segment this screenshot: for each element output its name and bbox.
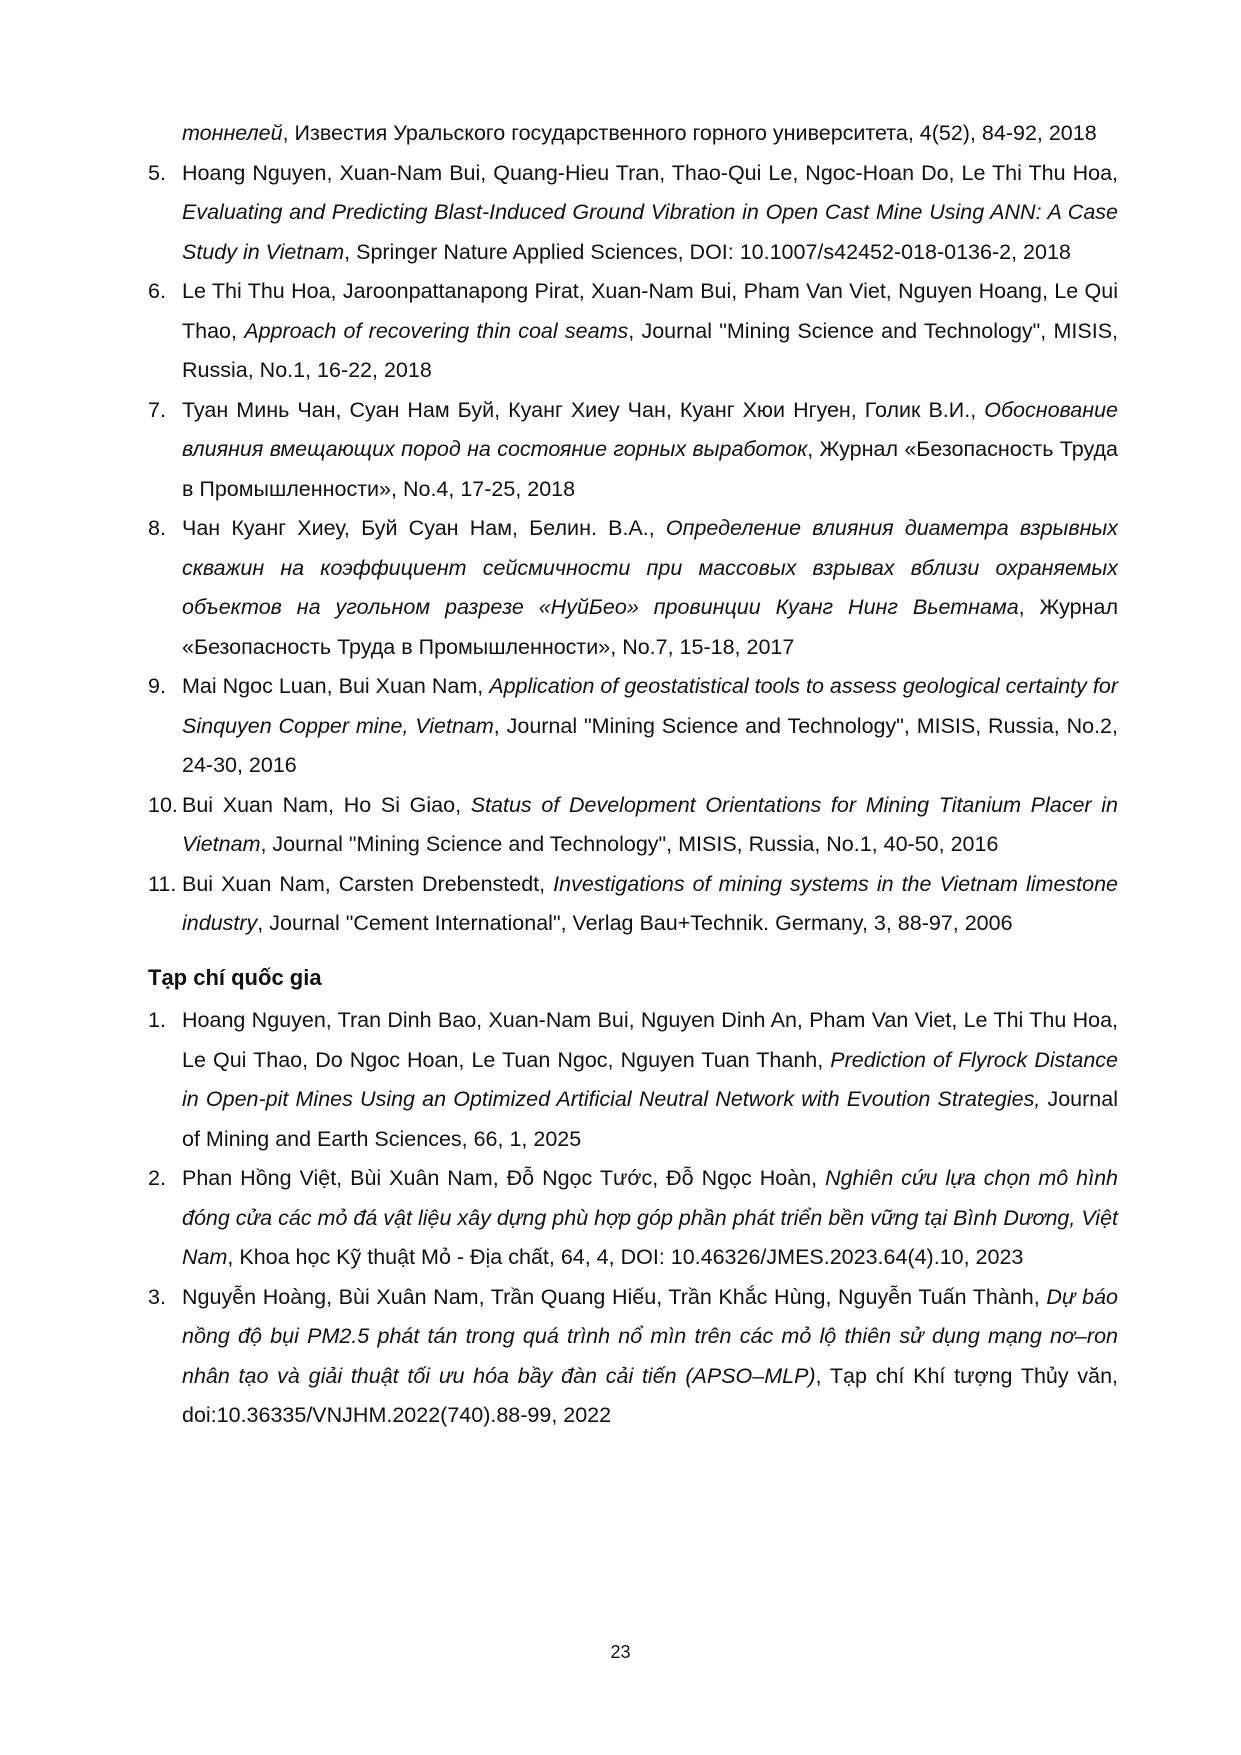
continued-entry bbox=[148, 114, 1118, 154]
entry-venue: , Известия Уральского государственного горного университета, 4(52), 84-92, 2018 bbox=[282, 121, 1097, 145]
international-entry-11 bbox=[148, 865, 1118, 944]
entry-number: 2. bbox=[148, 1166, 166, 1190]
national-entry-2 bbox=[148, 1159, 1118, 1278]
entry-authors: Bui Xuan Nam, Carsten Drebenstedt, bbox=[182, 871, 554, 896]
entry-title: Evaluating and Predicting Blast-Induced Ground Vibration in Open Cast Mine Using ANN: A Case Study in Vietnam bbox=[182, 200, 1118, 264]
international-entry-6 bbox=[148, 272, 1118, 391]
entry-authors: Mai Ngoc Luan, Bui Xuan Nam, bbox=[182, 674, 490, 698]
national-entry-1 bbox=[148, 1001, 1118, 1159]
international-entry-8 bbox=[148, 509, 1118, 667]
entry-title: Status of Development Orientations for Mining Titanium Placer in Vietnam bbox=[182, 792, 1119, 856]
entry-venue: , Journal "Mining Science and Technology", MISIS, Russia, No.1, 16-22, 2018 bbox=[182, 318, 1119, 382]
entry-authors: Le Thi Thu Hoa, Jaroonpattanapong Pirat, Xuan-Nam Bui, Pham Van Viet, Nguyen Hoang, Le Qui Thao, bbox=[182, 279, 1118, 343]
entry-title: Investigations of mining systems in the Vietnam limestone industry bbox=[182, 871, 1119, 935]
international-entry-9 bbox=[148, 667, 1118, 786]
entry-authors: Туан Минь Чан, Суан Нам Буй, Куанг Хиеу Чан, Куанг Хюи Нгуен, Голик В.И., bbox=[182, 397, 985, 422]
entry-venue: , Journal "Cement International", Verlag Bau+Technik. Germany, 3, 88-97, 2006 bbox=[257, 911, 1013, 935]
entry-title: Определение влияния диаметра взрывных скважин на коэффициент сейсмичности при массовых взрывах вблизи охраняемых объектов на угольном разрезе «НуйБео» провинции Куанг Нинг Вьетнама bbox=[182, 516, 1118, 619]
entry-title: Application of geostatistical tools to assess geological certainty for Sinquyen Copper mine, Vietnam bbox=[182, 674, 1118, 738]
entry-venue: Journal of Mining and Earth Sciences, 66, 1, 2025 bbox=[182, 1087, 1118, 1151]
publication-list bbox=[148, 114, 1118, 1436]
entry-venue: , Journal "Mining Science and Technology", MISIS, Russia, No.2, 24-30, 2016 bbox=[182, 713, 1118, 777]
entry-number: 9. bbox=[148, 674, 166, 698]
entry-authors: Phan Hồng Việt, Bùi Xuân Nam, Đỗ Ngọc Tước, Đỗ Ngọc Hoàn, bbox=[182, 1166, 826, 1190]
entry-venue: , Журнал «Безопасность Труда в Промышленности», No.4, 17-25, 2018 bbox=[182, 437, 1118, 501]
page-number: 23 bbox=[610, 1642, 631, 1662]
international-entry-10 bbox=[148, 786, 1118, 865]
entry-authors: Nguyễn Hoàng, Bùi Xuân Nam, Trần Quang Hiếu, Trần Khắc Hùng, Nguyễn Tuấn Thành, bbox=[182, 1284, 1047, 1309]
entry-venue: , Tạp chí Khí tượng Thủy văn, doi:10.36335/VNJHM.2022(740).88-99, 2022 bbox=[182, 1363, 1119, 1427]
entry-title: Обоснование влияния вмещающих пород на состояние горных выработок bbox=[182, 397, 1118, 461]
entry-number: 1. bbox=[148, 1008, 166, 1032]
section-heading-national-journals: Tạp chí quốc gia bbox=[148, 964, 322, 990]
entry-title: Prediction of Flyrock Distance in Open-pit Mines Using an Optimized Artificial Neutral Network with Evoution Strategies, bbox=[182, 1047, 1118, 1111]
entry-authors: Чан Куанг Хиеу, Буй Суан Нам, Белин. В.А., bbox=[182, 516, 666, 540]
entry-venue: , Springer Nature Applied Sciences, DOI: 10.1007/s42452-018-0136-2, 2018 bbox=[344, 239, 1071, 264]
entry-title: Dự báo nồng độ bụi PM2.5 phát tán trong quá trình nổ mìn trên các mỏ lộ thiên sử dụng mạng nơ–ron nhân tạo và giải thuật tối ưu hóa bầy đàn cải tiến (APSO–MLP) bbox=[182, 1284, 1119, 1388]
entry-number: 11. bbox=[148, 871, 177, 896]
national-entry-3 bbox=[148, 1278, 1118, 1436]
entry-authors: Hoang Nguyen, Xuan-Nam Bui, Quang-Hieu Tran, Thao-Qui Le, Ngoc-Hoan Do, Le Thi Thu Hoa, bbox=[182, 160, 1118, 185]
entry-title: Approach of recovering thin coal seams bbox=[244, 318, 629, 343]
entry-venue: , Журнал «Безопасность Труда в Промышленности», No.7, 15-18, 2017 bbox=[182, 595, 1118, 659]
entry-number: 10. bbox=[148, 792, 178, 817]
entry-number: 7. bbox=[148, 397, 166, 422]
entry-number: 8. bbox=[148, 516, 166, 540]
international-entry-7 bbox=[148, 391, 1118, 510]
entry-venue: , Khoa học Kỹ thuật Mỏ - Địa chất, 64, 4, DOI: 10.46326/JMES.2023.64(4).10, 2023 bbox=[227, 1245, 1024, 1269]
entry-title: Nghiên cứu lựa chọn mô hình đóng cửa các mỏ đá vật liệu xây dựng phù hợp góp phần phát triển bền vững tại Bình Dương, Việt Nam bbox=[182, 1166, 1119, 1269]
entry-authors: Hoang Nguyen, Tran Dinh Bao, Xuan-Nam Bui, Nguyen Dinh An, Pham Van Viet, Le Thi Thu Hoa, Le Qui Thao, Do Ngoc Hoan, Le Tuan Ngoc, Nguyen Tuan Thanh, bbox=[182, 1008, 1118, 1072]
entry-number: 5. bbox=[148, 160, 166, 185]
entry-title: тоннелей bbox=[182, 121, 283, 145]
international-entry-5 bbox=[148, 154, 1118, 273]
entry-number: 3. bbox=[148, 1284, 166, 1309]
entry-venue: , Journal "Mining Science and Technology", MISIS, Russia, No.1, 40-50, 2016 bbox=[260, 832, 999, 856]
entry-authors: Bui Xuan Nam, Ho Si Giao, bbox=[182, 792, 471, 817]
entry-number: 6. bbox=[148, 279, 166, 303]
